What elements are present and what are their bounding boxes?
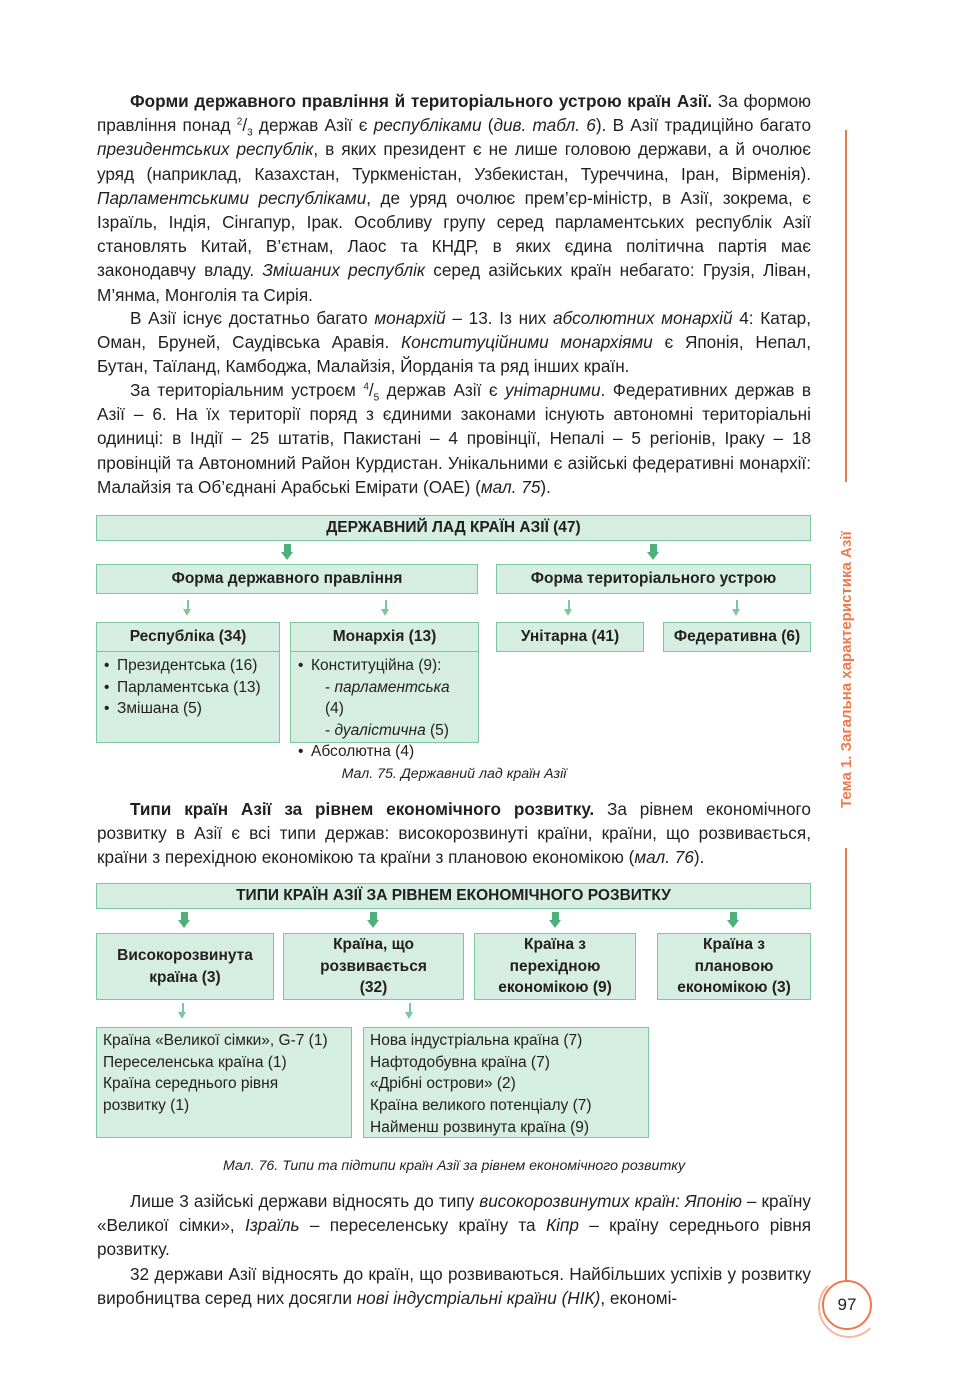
list-item: «Дрібні острови» (2) (370, 1075, 516, 1093)
list-item: • Конституційна (9): (297, 655, 472, 677)
developed-subtypes-list (96, 1027, 352, 1138)
arrow-down-icon (178, 912, 190, 928)
republic-box: Республіка (34) (96, 622, 280, 652)
type-transition-box: Країна з перехідною економікою (9) (474, 933, 636, 1000)
list-item: - парламентська (4) (325, 678, 450, 718)
side-divider-line (845, 848, 847, 1288)
paragraph-forms-of-government: Форми державного правління й територіального устрою країн Азії. За формою правління понад $^2/_3$ держав Азії є республіками (див. табл. 6). В Азії традиційно багато президентських республік, в яких президент є не лише головою держави, а й очолює уряд (наприклад, Казахстан, Туркменістан, Узбекистан, Туреччина, Іран, Вірменія). Парламентськими республіками, де уряд очолює прем’єр-міністр, в Азії, зокрема, є Ізраїль, Індія, Сінгапур, Ірак. Особливу групу серед парламентських республік Азії становлять Китай, В’єтнам, Лаос та КНДР, в яких єдина політична партія має законодавчу владу. Змішаних республік серед азійських країн небагато: Грузія, Ліван, М’янма, Монголія та Сирія. (97, 91, 812, 305)
figure-caption-76: Мал. 76. Типи та підтипи країн Азії за рівнем економічного розвитку (222, 1158, 686, 1174)
republic-subtypes-list (96, 651, 280, 743)
list-item: Найменш розвинута країна (9) (370, 1118, 590, 1136)
type-developed-box: Високорозвинута країна (3) (96, 933, 274, 1000)
type-developing-box: Країна, що розвивається (32) (283, 933, 464, 1000)
list-item: Нафтодобувна країна (7) (370, 1053, 550, 1071)
side-chapter-title: Тема 1. Загальна характеристика Азії (838, 531, 855, 808)
arrow-down-icon (367, 912, 379, 928)
monarchy-box: Монархія (13) (290, 622, 479, 652)
paragraph-developed-countries: Лише 3 азійські держави відносять до типу високорозвинутих країн: Японію – країну «Великої сімки», Ізраїль – переселенську країну та Кіпр – країну середнього рівня розвитку. (97, 1191, 812, 1260)
arrow-down-icon (727, 912, 739, 928)
arrow-down-icon (404, 1003, 416, 1019)
list-item: Країна «Великої сімки», G-7 (1) (103, 1032, 328, 1049)
list-item: Переселенська країна (1) (103, 1053, 287, 1071)
arrow-down-icon (281, 544, 293, 560)
list-item: Країна середнього рівня розвитку (1) (103, 1075, 279, 1115)
unitary-box: Унітарна (41) (496, 622, 644, 652)
page-number: 97 (822, 1280, 872, 1330)
federative-box: Федеративна (6) (663, 622, 811, 652)
arrow-down-icon (182, 600, 194, 616)
developing-subtypes-list (363, 1027, 649, 1138)
paragraph-territorial-structure: За територіальним устроєм $^4/_5$ держав Азії є унітарними. Федеративних держав в Азії – 6. На їх території поряд з єдиними законами існують автономні територіальні одиниці: в Індії – 25 штатів, Пакистані – 4 провінції, Непалі – 5 регіонів, Іраку – 18 провінцій та Автономний Район Курдистан. Унікальними є азійські федеративні монархії: Малайзія та Об’єднані Арабські Емірати (ОАЕ) (мал. 75). (97, 380, 811, 497)
paragraph-economic-types: Типи країн Азії за рівнем економічного розвитку. За рівнем економічного розвитку в Азії є всі типи держав: високорозвинуті країни, країни, що розвивається, країни з перехідною економікою та країни з плановою економікою (мал. 76). (97, 799, 811, 868)
arrow-down-icon (549, 912, 561, 928)
section-heading-economic: Типи країн Азії за рівнем економічного розвитку. (130, 799, 595, 819)
list-item: • Парламентська (13) (103, 677, 273, 699)
paragraph-developing-countries: 32 держави Азії відносять до країн, що розвиваються. Найбільших успіхів у розвитку виробництва серед них досягли нові індустріальні країни (НІК), економі- (97, 1264, 811, 1309)
list-item: • Абсолютна (4) (297, 741, 472, 763)
arrow-down-icon (647, 544, 659, 560)
arrow-down-icon (563, 600, 575, 616)
list-item: • Змішана (5) (103, 698, 273, 720)
monarchy-subtypes-list (290, 651, 479, 761)
paragraph-monarchies: В Азії існує достатньо багато монархій – 13. Із них абсолютних монархій 4: Катар, Оман, Бруней, Саудівська Аравія. Конституційними монархіями є Японія, Непал, Бутан, Таїланд, Камбоджа, Малайзія, Йорданія та ряд інших країн. (97, 308, 811, 377)
territorial-structure-box: Форма територіального устрою (496, 564, 811, 594)
type-planned-box: Країна з плановою економікою (3) (657, 933, 811, 1000)
list-item: - дуалістична (5) (325, 721, 449, 739)
diagram75-title: ДЕРЖАВНИЙ ЛАД КРАЇН АЗІЇ (47) (96, 515, 811, 541)
diagram76-title: ТИПИ КРАЇН АЗІЇ ЗА РІВНЕМ ЕКОНОМІЧНОГО РОЗВИТКУ (96, 883, 811, 909)
arrow-down-icon (731, 600, 743, 616)
side-divider-line (845, 130, 847, 482)
list-item: Країна великого потенціалу (7) (370, 1097, 592, 1115)
arrow-down-icon (177, 1003, 189, 1019)
list-item: • Президентська (16) (103, 655, 273, 677)
section-heading-forms: Форми державного правління й територіального устрою країн Азії. (130, 91, 713, 111)
arrow-down-icon (380, 600, 392, 616)
form-of-government-box: Форма державного правління (96, 564, 478, 594)
figure-caption-75: Мал. 75. Державний лад країн Азії (341, 766, 567, 782)
list-item: Нова індустріальна країна (7) (370, 1032, 583, 1049)
